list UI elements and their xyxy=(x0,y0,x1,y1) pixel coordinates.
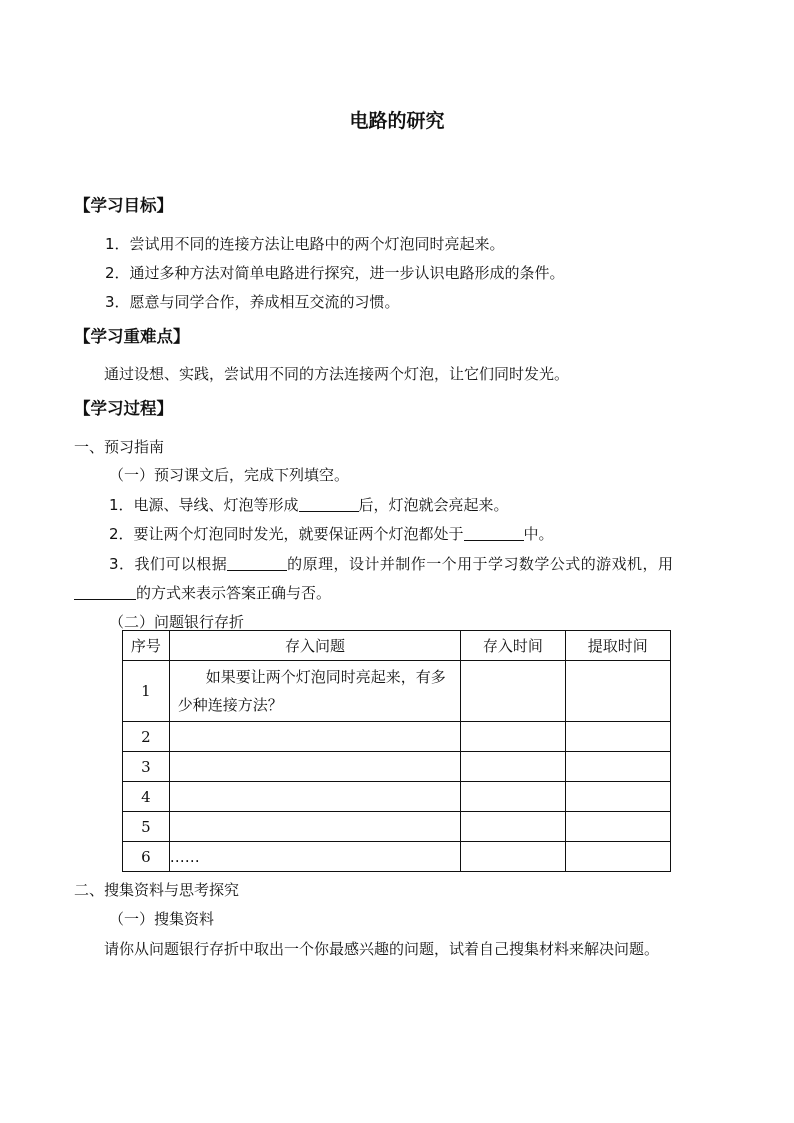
section2-title: 二、搜集资料与思考探究 xyxy=(74,881,240,899)
blank-4[interactable] xyxy=(74,585,136,600)
row-deposit-time[interactable] xyxy=(461,782,565,812)
process-heading: 【学习过程】 xyxy=(74,399,173,418)
table-row xyxy=(123,722,671,752)
section2-text: 请你从问题银行存折中取出一个你最感兴趣的问题，试着自己搜集材料来解决问题。 xyxy=(104,940,660,958)
fill-question-3-part-a: 3．我们可以根据 xyxy=(109,555,228,573)
row-deposit-time[interactable] xyxy=(461,661,565,722)
row-index: 3 xyxy=(123,752,170,782)
row-question[interactable]: …… xyxy=(169,842,460,872)
key-points-text: 通过设想、实践，尝试用不同的方法连接两个灯泡，让它们同时发光。 xyxy=(104,365,570,383)
section1-sub2: （二）问题银行存折 xyxy=(109,613,245,631)
fill-question-2-part-a: 2．要让两个灯泡同时发光，就要保证两个灯泡都处于 xyxy=(109,525,464,543)
row-index: 5 xyxy=(123,812,170,842)
table-header-row xyxy=(123,631,671,661)
section1-title: 一、预习指南 xyxy=(74,438,165,456)
row-question[interactable] xyxy=(169,661,460,722)
header-question: 存入问题 xyxy=(169,631,460,661)
fill-question-1-part-b: 后，灯泡就会亮起来。 xyxy=(358,496,509,514)
fill-question-1-part-a: 1．电源、导线、灯泡等形成 xyxy=(109,496,299,514)
row-deposit-time[interactable] xyxy=(461,812,565,842)
blank-2[interactable] xyxy=(464,526,524,541)
header-deposit-time: 存入时间 xyxy=(461,631,565,661)
fill-question-2 xyxy=(109,523,554,544)
row-withdraw-time[interactable] xyxy=(565,661,670,722)
header-index: 序号 xyxy=(123,631,170,661)
key-points-heading: 【学习重难点】 xyxy=(74,327,190,346)
page-title: 电路的研究 xyxy=(349,110,445,132)
row-deposit-time[interactable] xyxy=(461,752,565,782)
row-question[interactable] xyxy=(169,812,460,842)
goal-item-1: 1．尝试用不同的连接方法让电路中的两个灯泡同时亮起来。 xyxy=(105,235,505,253)
row-question[interactable] xyxy=(169,782,460,812)
blank-1[interactable] xyxy=(299,497,359,512)
row-deposit-time[interactable] xyxy=(461,722,565,752)
row-withdraw-time[interactable] xyxy=(565,752,670,782)
row-index: 4 xyxy=(123,782,170,812)
row-withdraw-time[interactable] xyxy=(565,812,670,842)
row-withdraw-time[interactable] xyxy=(565,722,670,752)
table-row xyxy=(123,661,671,722)
row-index: 1 xyxy=(123,661,170,722)
row-index: 6 xyxy=(123,842,170,872)
goal-item-2: 2．通过多种方法对简单电路进行探究，进一步认识电路形成的条件。 xyxy=(105,264,565,282)
row-withdraw-time[interactable] xyxy=(565,842,670,872)
blank-3[interactable] xyxy=(227,556,287,571)
section1-sub1: （一）预习课文后，完成下列填空。 xyxy=(109,466,350,484)
row-question[interactable] xyxy=(169,722,460,752)
row-withdraw-time[interactable] xyxy=(565,782,670,812)
header-withdraw-time: 提取时间 xyxy=(565,631,670,661)
row-question-text: 如果要让两个灯泡同时亮起来，有多少种连接方法？ xyxy=(177,668,446,714)
table-row xyxy=(123,782,671,812)
table-row xyxy=(123,812,671,842)
row-question[interactable] xyxy=(169,752,460,782)
row-index: 2 xyxy=(123,722,170,752)
fill-question-2-part-b: 中。 xyxy=(523,525,554,543)
fill-question-3-part-b: 的原理，设计并制作一个用于学习数学公式的游戏机，用 xyxy=(287,555,674,573)
goal-item-3: 3．愿意与同学合作，养成相互交流的习惯。 xyxy=(105,293,400,311)
question-bank-table xyxy=(122,630,671,872)
section2-sub1: （一）搜集资料 xyxy=(109,910,215,928)
goals-heading: 【学习目标】 xyxy=(74,196,173,215)
table-row xyxy=(123,842,671,872)
row-deposit-time[interactable] xyxy=(461,842,565,872)
fill-question-3-continued xyxy=(74,582,331,603)
fill-question-1 xyxy=(109,494,509,515)
fill-question-3 xyxy=(109,553,673,574)
fill-question-3-part-c: 的方式来表示答案正确与否。 xyxy=(136,584,332,602)
table-row xyxy=(123,752,671,782)
